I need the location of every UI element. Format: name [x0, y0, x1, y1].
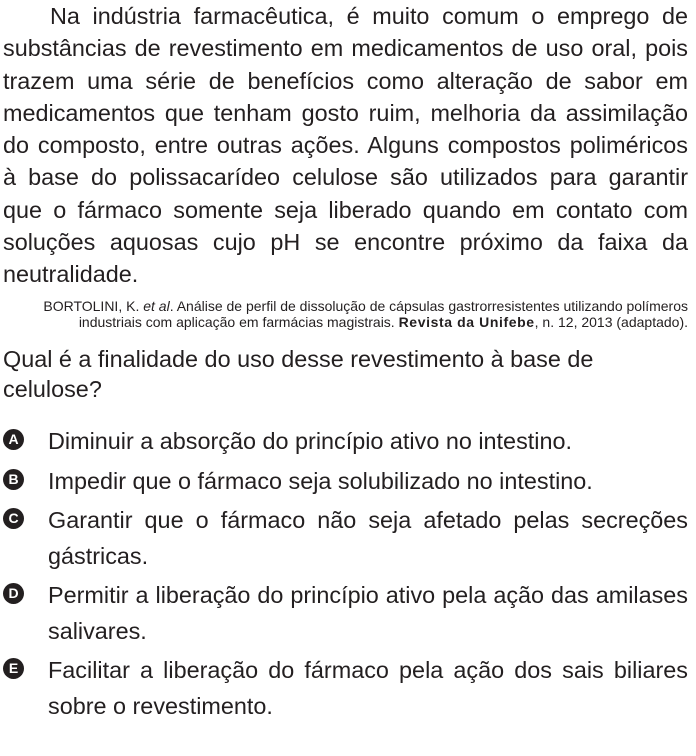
- citation-journal: Revista da Unifebe: [398, 314, 535, 331]
- citation-title: . Análise de perfil de dissolução de cápsulas gastrorresistentes utilizando polímeros industriais com aplicação em farmácias magistrais.: [78, 297, 688, 331]
- option-d[interactable]: [3, 577, 688, 649]
- option-d-letter-badge: D: [3, 583, 24, 604]
- option-d-text: Permitir a liberação do princípio ativo pela ação das amilases salivares.: [48, 582, 688, 645]
- option-b[interactable]: [3, 463, 688, 499]
- option-e-text: Facilitar a liberação do fármaco pela ação dos sais biliares sobre o revestimento.: [48, 657, 688, 720]
- option-a-letter-badge: A: [3, 429, 24, 450]
- option-b-text: Impedir que o fármaco seja solubilizado no intestino.: [48, 467, 593, 494]
- citation-author: BORTOLINI, K.: [43, 297, 144, 314]
- option-c[interactable]: [3, 502, 688, 574]
- question-prompt: Qual é a finalidade do uso desse revestimento à base de celulose?: [3, 346, 594, 403]
- option-c-text: Garantir que o fármaco não seja afetado pelas secreções gástricas.: [48, 506, 688, 569]
- passage-text: Na indústria farmacêutica, é muito comum o emprego de substâncias de revestimento em medicamentos de uso oral, pois trazem uma série de benefícios como alteração de sabor em medicamentos que tenham gosto ruim, melhoria da assimilação do composto, entre outras ações. Alguns compostos poliméricos à base do polissacarídeo celulose são utilizados para garantir que o fármaco somente seja liberado quando em contato com soluções aquosas cujo pH se encontre próximo da faixa da neutralidade.: [3, 3, 688, 288]
- option-e-letter-badge: E: [3, 658, 24, 679]
- option-b-letter-badge: B: [3, 469, 24, 490]
- option-a[interactable]: [3, 423, 688, 459]
- citation-etal: et al: [143, 297, 170, 314]
- option-e[interactable]: [3, 652, 688, 724]
- source-citation: [3, 298, 688, 331]
- option-a-text: Diminuir a absorção do princípio ativo no intestino.: [48, 428, 572, 455]
- option-c-letter-badge: C: [3, 508, 24, 529]
- answer-options: [3, 423, 688, 724]
- citation-details: , n. 12, 2013 (adaptado).: [534, 314, 688, 331]
